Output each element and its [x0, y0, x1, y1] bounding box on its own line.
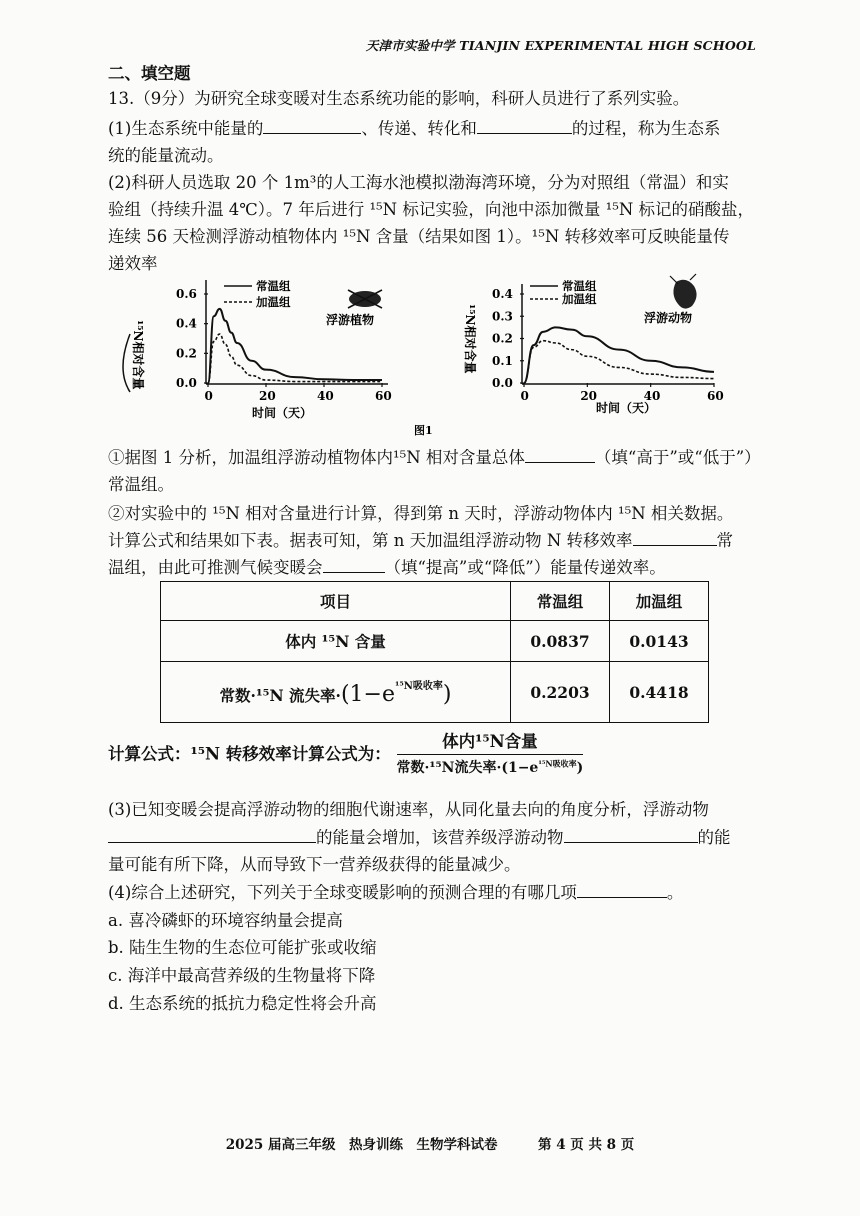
text: 计算公式：¹⁵N 转移效率计算公式为：	[108, 744, 391, 764]
table-row	[161, 662, 709, 723]
text: （填“提高”或“降低”）能量传递效率。	[384, 558, 666, 577]
question-4-stem	[108, 879, 683, 903]
question-13-intro: 13.（9分）为研究全球变暖对生态系统功能的影响，科研人员进行了系列实验。	[108, 89, 690, 108]
answer-blank-4[interactable]	[633, 531, 717, 546]
text: ①据图 1 分析，加温组浮游动植物体内¹⁵N 相对含量总体	[108, 448, 525, 467]
table-cell-normal: 0.2203	[511, 662, 610, 723]
right-ytick-label: 0.3	[492, 309, 513, 324]
left-legend-heated: 加温组	[256, 295, 291, 309]
table-row	[161, 621, 709, 662]
right-ytick-label: 0.2	[492, 331, 513, 346]
figure-caption: 图1	[414, 424, 433, 437]
right-xtick-label: 60	[707, 389, 724, 403]
left-ytick-label: 0.4	[176, 316, 197, 331]
right-legend-heated: 加温组	[562, 292, 597, 306]
answer-blank-2[interactable]	[477, 119, 572, 134]
question-13-part2-line4: 递效率	[108, 254, 158, 273]
text: 、传递、转化和	[361, 119, 477, 138]
text: (4)综合上述研究，下列关于全球变暖影响的预测合理的有哪几项	[108, 883, 577, 902]
text: (1)生态系统中能量的	[108, 119, 264, 138]
text: )	[442, 682, 452, 707]
left-organism-label: 浮游植物	[326, 313, 375, 327]
formula-numerator: 体内¹⁵N含量	[397, 728, 584, 755]
option-c: c. 海洋中最高营养级的生物量将下降	[108, 966, 376, 985]
text: 的过程，称为生态系	[571, 119, 721, 138]
chart-phytoplankton	[123, 279, 392, 420]
formula-line	[108, 728, 583, 777]
question-3-line3: 量可能有所下降，从而导致下一营养级获得的能量减少。	[108, 855, 521, 874]
option-b: b. 陆生生物的生态位可能扩张或收缩	[108, 938, 377, 957]
left-xtick-label: 40	[317, 389, 334, 403]
question-13-part2-line2: 验组（持续升温 4℃）。7 年后进行 ¹⁵N 标记实验，向池中添加微量 ¹⁵N 标记的硝酸盐，	[108, 200, 755, 219]
text: 温组，由此可推测气候变暖会	[108, 558, 323, 577]
left-xlabel: 时间（天）	[252, 406, 313, 420]
text: 。	[666, 883, 684, 902]
zooplankton-icon	[670, 274, 697, 309]
left-ytick-label: 0.2	[176, 346, 197, 361]
right-ytick-label: 0.4	[492, 287, 513, 301]
right-organism-label: 浮游动物	[644, 311, 693, 325]
question-3-line1: (3)已知变暖会提高浮游动物的细胞代谢速率，从同化量去向的角度分析，浮游动物	[108, 800, 709, 819]
right-xtick-label: 40	[643, 389, 661, 403]
answer-blank-5[interactable]	[323, 558, 385, 573]
left-ylabel: ¹⁵N相对含量	[131, 320, 145, 390]
text: 的能量会增加，该营养级浮游动物	[316, 828, 564, 847]
page-footer: 2025 届高三年级 热身训练 生物学科试卷 第 4 页 共 8 页	[225, 1137, 635, 1153]
subquestion-1-line1	[108, 444, 761, 468]
figure-1	[110, 272, 750, 440]
subquestion-1-line2: 常温组。	[108, 475, 174, 494]
subquestion-2-line2	[108, 527, 733, 551]
table-header-normal: 常温组	[511, 582, 610, 621]
section-title: 二、填空题	[108, 64, 191, 83]
right-xtick-label: 20	[580, 389, 598, 403]
subquestion-2-line1: ②对实验中的 ¹⁵N 相对含量进行计算，得到第 n 天时，浮游动物体内 ¹⁵N 相关数据。	[108, 504, 734, 523]
left-ytick-label: 0.0	[176, 376, 197, 390]
text: ¹⁵N吸收率	[538, 758, 577, 769]
text: 常数·¹⁵N 流失率·	[219, 686, 341, 705]
left-legend-normal: 常温组	[256, 279, 291, 293]
left-xtick-label: 20	[259, 389, 276, 403]
right-ylabel: ¹⁵N相对含量	[463, 304, 477, 374]
school-header: 天津市实验中学 TIANJIN EXPERIMENTAL HIGH SCHOOL	[365, 38, 756, 53]
bracket-mark	[123, 334, 130, 392]
answer-blank-6[interactable]	[108, 828, 316, 843]
table-header-heated: 加温组	[610, 582, 709, 621]
question-3-line2	[108, 824, 731, 848]
table-header-row	[161, 582, 709, 621]
transfer-efficiency-formula	[397, 728, 584, 777]
question-13-part1-line1	[108, 115, 720, 139]
table-cell-heated: 0.0143	[610, 621, 709, 662]
text: ¹⁵N吸收率	[394, 681, 443, 692]
left-xtick-label: 60	[375, 389, 392, 403]
question-13-part2-line1: (2)科研人员选取 20 个 1m³的人工海水池模拟渤海湾环境，分为对照组（常温）和实	[108, 173, 729, 192]
left-ytick-label: 0.6	[176, 287, 197, 301]
question-13-part2-line3: 连续 56 天检测浮游动植物体内 ¹⁵N 含量（结果如图 1）。¹⁵N 转移效率可反映能量传	[108, 227, 730, 246]
answer-blank-3[interactable]	[525, 448, 595, 463]
answer-blank-1[interactable]	[263, 119, 361, 134]
right-xlabel: 时间（天）	[596, 401, 657, 415]
text: 的能	[697, 828, 731, 847]
table-header-item: 项目	[161, 582, 511, 621]
subquestion-2-line3	[108, 554, 666, 578]
right-legend-normal: 常温组	[562, 279, 597, 293]
text: 计算公式和结果如下表。据表可知，第 n 天加温组浮游动物 N 转移效率	[108, 531, 633, 550]
chart-zooplankton	[463, 274, 724, 415]
text: 常数·¹⁵N流失率·(1−e	[396, 760, 539, 776]
option-a: a. 喜冷磷虾的环境容纳量会提高	[108, 911, 343, 930]
table-cell-heated: 0.4418	[610, 662, 709, 723]
table-cell-label	[161, 662, 511, 723]
table-cell-label: 体内 ¹⁵N 含量	[161, 621, 511, 662]
left-xtick-label: 0	[204, 389, 213, 403]
right-series-normal-line	[524, 327, 714, 383]
text: （填“高于”或“低于”）	[594, 448, 761, 467]
right-ytick-label: 0.1	[492, 353, 513, 368]
table-cell-normal: 0.0837	[511, 621, 610, 662]
text: )	[576, 760, 584, 776]
data-table	[160, 581, 709, 723]
option-d: d. 生态系统的抵抗力稳定性将会升高	[108, 994, 377, 1013]
text: (1−e	[340, 682, 395, 707]
right-ytick-label: 0.0	[492, 376, 513, 390]
answer-blank-7[interactable]	[564, 828, 698, 843]
text: 常	[716, 531, 734, 550]
phytoplankton-icon	[348, 290, 382, 308]
left-series-heated-line	[208, 334, 382, 383]
question-13-part1-line2: 统的能量流动。	[108, 146, 224, 165]
right-xtick-label: 0	[520, 389, 529, 403]
right-series-heated-line	[524, 341, 714, 383]
formula-denominator	[397, 755, 584, 777]
answer-blank-8[interactable]	[577, 883, 667, 898]
